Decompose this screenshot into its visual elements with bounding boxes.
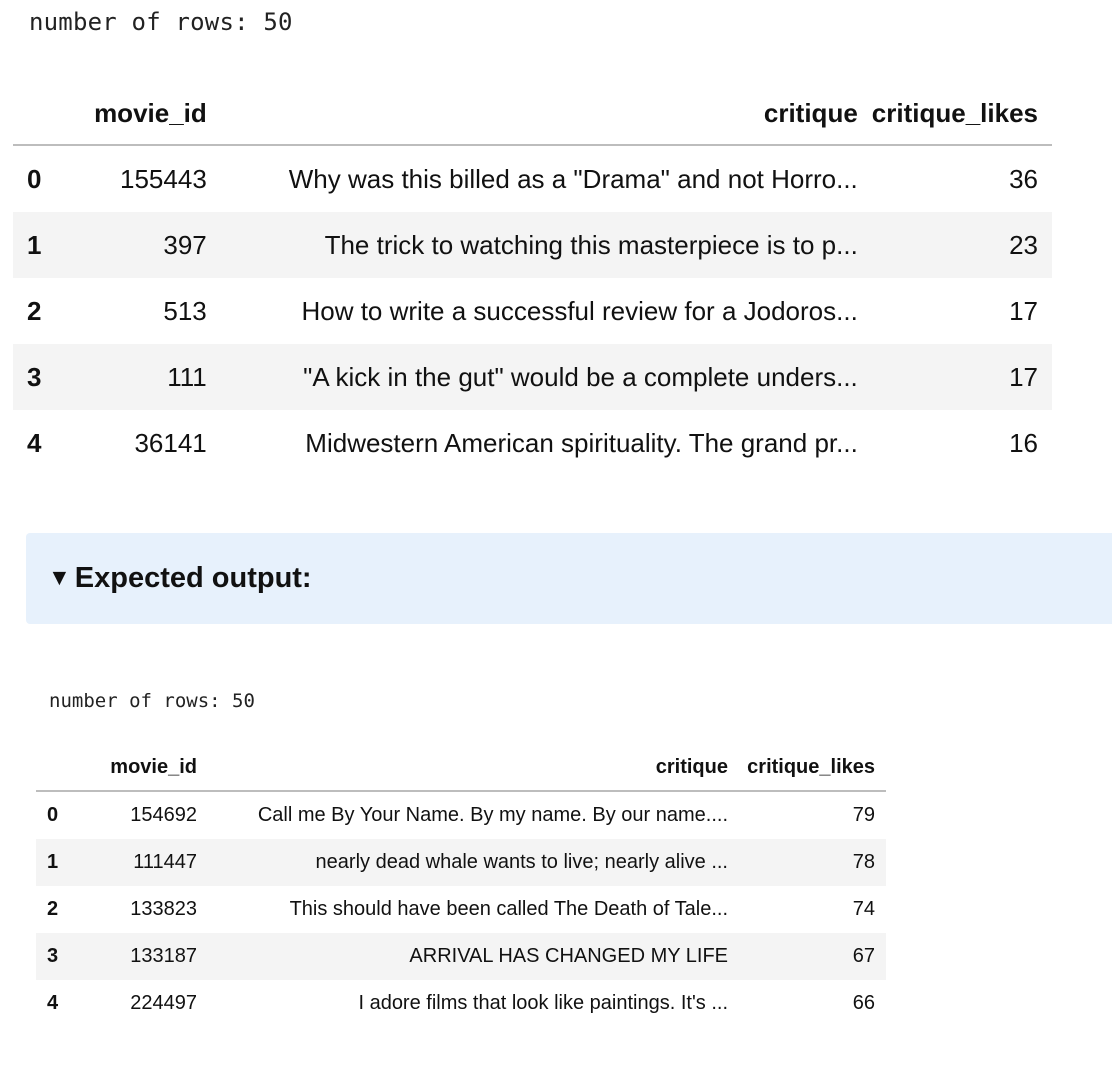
column-header-movie-id: movie_id [110,756,197,778]
row-index: 3 [27,361,42,392]
row-index: 0 [27,163,42,194]
cell-critique-likes: 17 [1009,361,1038,392]
table-row [36,933,886,980]
row-index: 4 [27,427,42,458]
cell-critique-likes: 23 [1009,229,1038,260]
expected-output-admonition [26,533,1112,624]
cell-critique-likes: 66 [852,992,875,1014]
row-index: 3 [47,945,59,967]
row-index: 1 [47,851,59,873]
cell-critique: How to write a successful review for a Jodoros... [301,295,858,326]
cell-critique: "A kick in the gut" would be a complete unders... [303,361,858,392]
table-row [13,344,1052,410]
cell-critique: I adore films that look like paintings. It's ... [358,992,728,1014]
column-header-critique: critique [655,756,728,778]
table-row [36,839,886,886]
cell-critique-likes: 79 [852,804,875,826]
cell-critique-likes: 67 [852,945,875,967]
column-header-movie-id: movie_id [94,97,207,128]
row-index: 2 [47,898,59,920]
cell-movie-id: 155443 [120,163,207,194]
triangle-down-icon: ▼ [48,564,71,590]
cell-critique-likes: 74 [852,898,875,920]
expected-result-table [36,745,886,1027]
expected-row-count-text: number of rows: 50 [49,690,255,712]
expected-output-toggle[interactable] [48,562,312,595]
row-count-text: number of rows: 50 [29,8,293,36]
cell-critique-likes: 16 [1009,427,1038,458]
result-table [13,82,1052,476]
row-index: 1 [27,229,42,260]
cell-critique: This should have been called The Death of Tale... [289,898,728,920]
cell-movie-id: 36141 [134,427,207,458]
cell-critique-likes: 17 [1009,295,1038,326]
cell-movie-id: 133187 [130,945,197,967]
cell-movie-id: 133823 [130,898,197,920]
cell-critique: nearly dead whale wants to live; nearly alive ... [315,851,728,873]
table-row [36,886,886,933]
cell-critique: Call me By Your Name. By my name. By our name.... [257,804,728,826]
expected-output-title: Expected output: [74,562,312,594]
cell-critique-likes: 78 [852,851,875,873]
cell-movie-id: 397 [163,229,207,260]
cell-movie-id: 111 [167,361,207,392]
index-header [36,745,77,791]
table-row [13,145,1052,212]
cell-movie-id: 224497 [130,992,197,1014]
cell-critique: ARRIVAL HAS CHANGED MY LIFE [409,945,728,967]
table-row [13,410,1052,476]
table-row [13,278,1052,344]
table-row [13,212,1052,278]
cell-critique: Midwestern American spirituality. The grand pr... [305,427,858,458]
cell-critique: The trick to watching this masterpiece is to p... [324,229,858,260]
column-header-critique-likes: critique_likes [747,756,875,778]
column-header-critique-likes: critique_likes [871,97,1038,128]
row-index: 4 [47,992,59,1014]
row-index: 2 [27,295,42,326]
table-header-row [13,82,1052,145]
table-row [36,980,886,1027]
row-index: 0 [47,804,59,826]
table-row [36,791,886,839]
cell-critique-likes: 36 [1009,163,1038,194]
cell-movie-id: 513 [163,295,207,326]
column-header-critique: critique [763,97,858,128]
cell-critique: Why was this billed as a "Drama" and not Horro... [288,163,858,194]
table-header-row [36,745,886,791]
cell-movie-id: 111447 [133,851,197,873]
cell-movie-id: 154692 [130,804,197,826]
index-header [13,82,61,145]
